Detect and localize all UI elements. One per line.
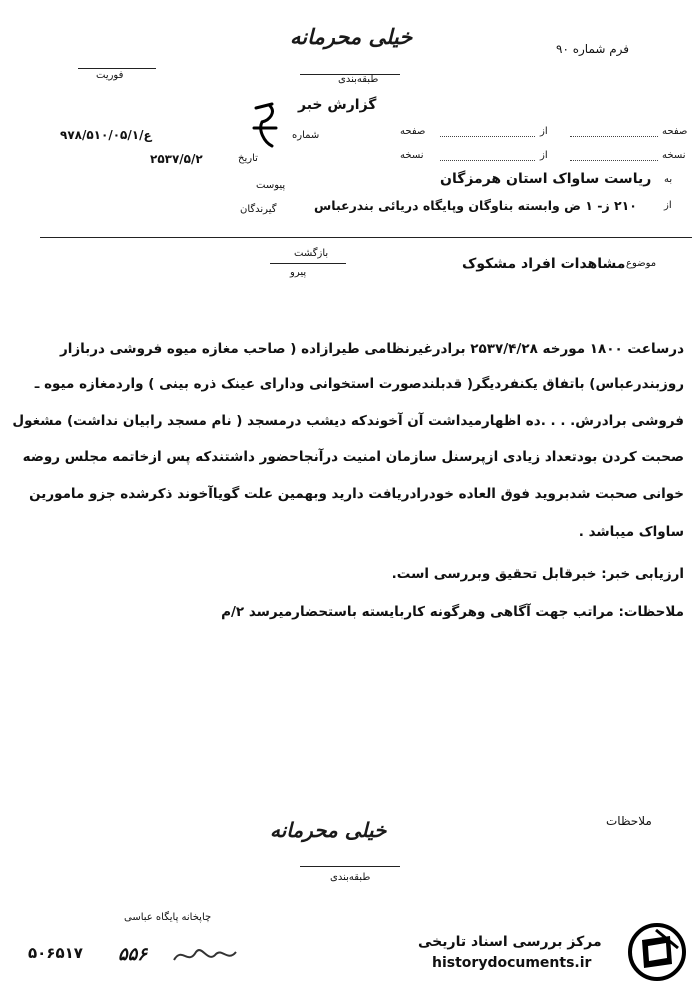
attachment-label: پیوست (256, 180, 286, 191)
evaluation-line: ارزیابی خبر: خبرقابل تحقیق وبررسی است. (391, 566, 684, 582)
body-line-5: خوانی صحبت شدبروید فوق العاده خودرادریافت دارید وبهمین علت گویاآخوند ذکرشده جزو مامورین (29, 486, 684, 502)
handwritten-mark-icon (250, 100, 280, 150)
body-line-2: روزبندرعباس) باتفاق یکنفردیگر( قدبلندصورت استخوانی ودارای عینک ذره بینی ) واردمغازه میوه ـ (34, 376, 684, 392)
classification-stamp-bottom: خیلی محرمانه (270, 818, 387, 842)
page-label: صفحه (662, 126, 688, 137)
number-value: ع/۹۷۸/۵۱۰/۰۵/۱ (60, 128, 152, 142)
watermark-url: historydocuments.ir (432, 955, 592, 971)
from-label: از (664, 200, 672, 211)
copy-of-dots (440, 160, 535, 161)
to-value: ریاست ساواک استان هرمزگان (440, 171, 652, 187)
return-label: بازگشت (294, 248, 329, 259)
followup-label: پیرو (290, 267, 307, 278)
number-label: شماره (292, 130, 320, 141)
doc-number: ۵۰۶۵۱۷ (28, 944, 83, 962)
recipients-label: گیرندگان (240, 204, 277, 215)
scribble-signature-icon (170, 940, 240, 970)
classification-rule-bottom (300, 866, 400, 867)
copy-label: نسخه (662, 150, 686, 161)
date-value: ۲۵۳۷/۵/۲ (150, 152, 203, 166)
body-line-3: فروشی برادرش. . . .ده اظهارمیداشت آن آخوندکه دیشب درمسجد ( نام مسجد رابیان نداشت) مشغول (12, 413, 684, 429)
date-label: تاریخ (238, 153, 258, 164)
form-number: فرم شماره ۹۰ (556, 42, 630, 56)
page-of-dots (440, 136, 535, 137)
footer-remarks-label: ملاحظات (606, 814, 652, 828)
copy-dots (570, 160, 658, 161)
copy-label-2: نسخه (400, 150, 424, 161)
subject-value: مشاهدات افراد مشکوک (462, 256, 626, 272)
urgency-label: فوریت (96, 70, 124, 81)
classification-stamp-top: خیلی محرمانه (290, 24, 413, 49)
header-divider (40, 237, 692, 238)
report-title: گزارش خبر (298, 97, 377, 113)
subject-label: موضوع (626, 258, 657, 269)
return-rule (270, 263, 346, 264)
classification-label-top: طبقه‌بندی (338, 74, 379, 85)
page-of-label: از (540, 126, 548, 137)
urgency-rule (78, 68, 156, 69)
classification-label-bottom: طبقه‌بندی (330, 872, 371, 883)
remarks-line: ملاحظات: مراتب جهت آگاهی وهرگونه کاربایسته باستحضارمیرسد ۲/م (221, 604, 684, 620)
body-line-6: ساواک میباشد . (578, 524, 684, 540)
printer-label: چاپخانه پایگاه عباسی (124, 912, 212, 923)
body-line-1: درساعت ۱۸۰۰ مورخه ۲۵۳۷/۴/۲۸ برادرغیرنظامی طیرازاده ( صاحب مغازه میوه فروشی دربازار (59, 341, 684, 357)
watermark-title: مرکز بررسی اسناد تاریخی (418, 934, 602, 950)
body-line-4: صحبت کردن بودتعداد زیادی ازپرسنل سازمان امنیت درآنجاحضور داشتندکه پس ازخاتمه مجلس روضه (22, 449, 684, 465)
copy-of-label: از (540, 150, 548, 161)
page-dots (570, 136, 658, 137)
from-value: ۲۱۰ ز- ۱ ض وابسته بناوگان وپایگاه دریائی بندرعباس (314, 198, 637, 213)
handwritten-number: ۵۵۶ (118, 944, 148, 965)
watermark-logo-icon (626, 922, 688, 982)
page-label-2: صفحه (400, 126, 426, 137)
to-label: به (664, 174, 673, 185)
